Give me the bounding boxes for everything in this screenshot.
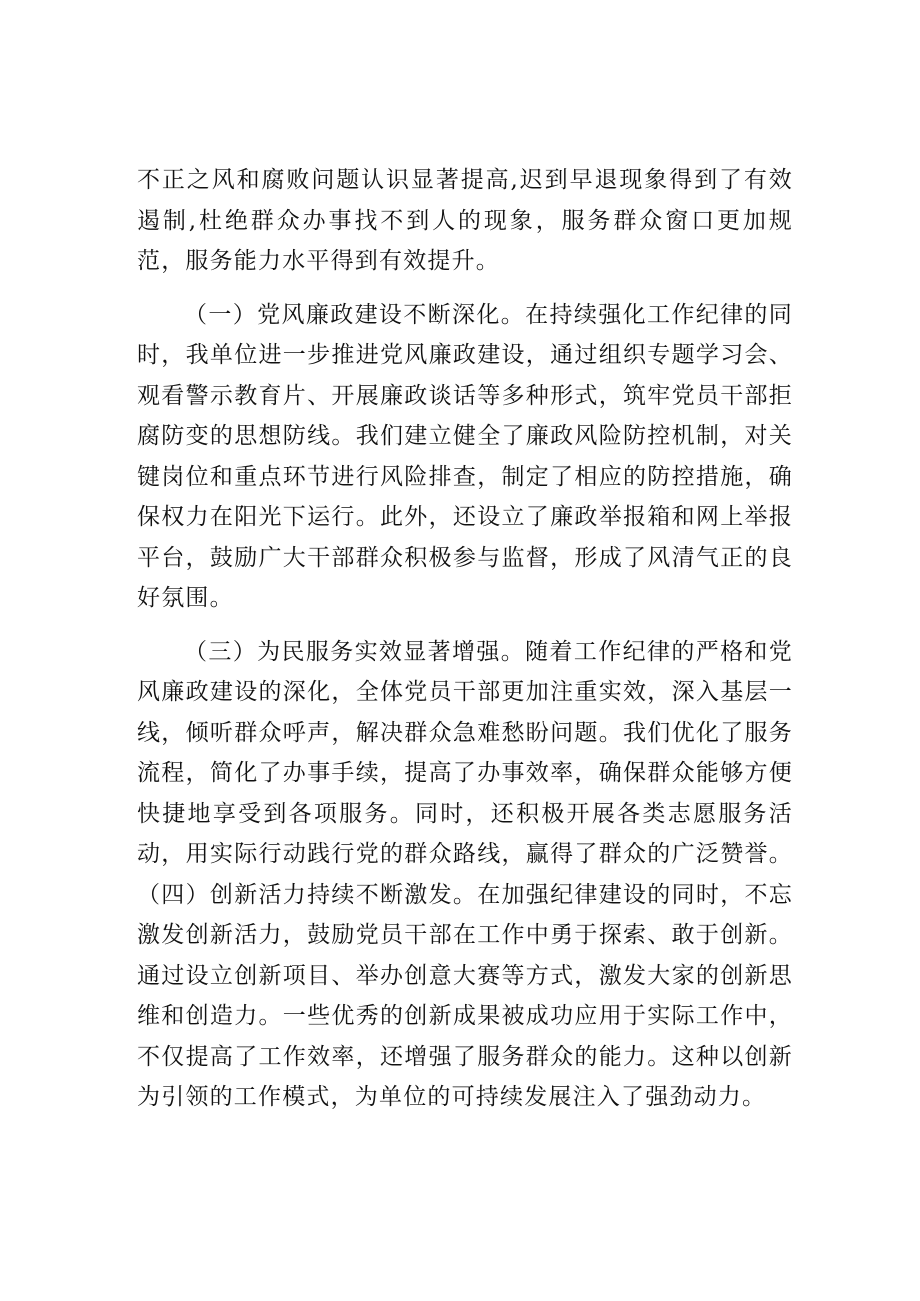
paragraph-continuation: 不正之风和腐败问题认识显著提高,迟到早退现象得到了有效遏制,杜绝群众办事找不到人的现象，服务群众窗口更加规范，服务能力水平得到有效提升。 (137, 167, 793, 274)
paragraph-public-service: （三）为民服务实效显著增强。随着工作纪律的严格和党风廉政建设的深化，全体党员干部更加注重实效，深入基层一线，倾听群众呼声，解决群众急难愁盼问题。我们优化了服务流程，简化了办事手续，提高了办事效率，确保群众能够方便快捷地享受到各项服务。同时，还积极开展各类志愿服务活动，用实际行动践行党的群众路线，赢得了群众的广泛赞誉。（四）创新活力持续不断激发。在加强纪律建设的同时，不忘激发创新活力，鼓励党员干部在工作中勇于探索、敢于创新。通过设立创新项目、举办创意大赛等方式，激发大家的创新思维和创造力。一些优秀的创新成果被成功应用于实际工作中，不仅提高了工作效率，还增强了服务群众的能力。这种以创新为引领的工作模式，为单位的可持续发展注入了强劲动力。 (137, 638, 793, 1110)
document-body (137, 160, 793, 1118)
paragraph-party-conduct: （一）党风廉政建设不断深化。在持续强化工作纪律的同时，我单位进一步推进党风廉政建设，通过组织专题学习会、观看警示教育片、开展廉政谈话等多种形式，筑牢党员干部拒腐防变的思想防线。我们建立健全了廉政风险防控机制，对关键岗位和重点环节进行风险排查，制定了相应的防控措施，确保权力在阳光下运行。此外，还设立了廉政举报箱和网上举报平台，鼓励广大干部群众积极参与监督，形成了风清气正的良好氛围。 (137, 301, 793, 611)
